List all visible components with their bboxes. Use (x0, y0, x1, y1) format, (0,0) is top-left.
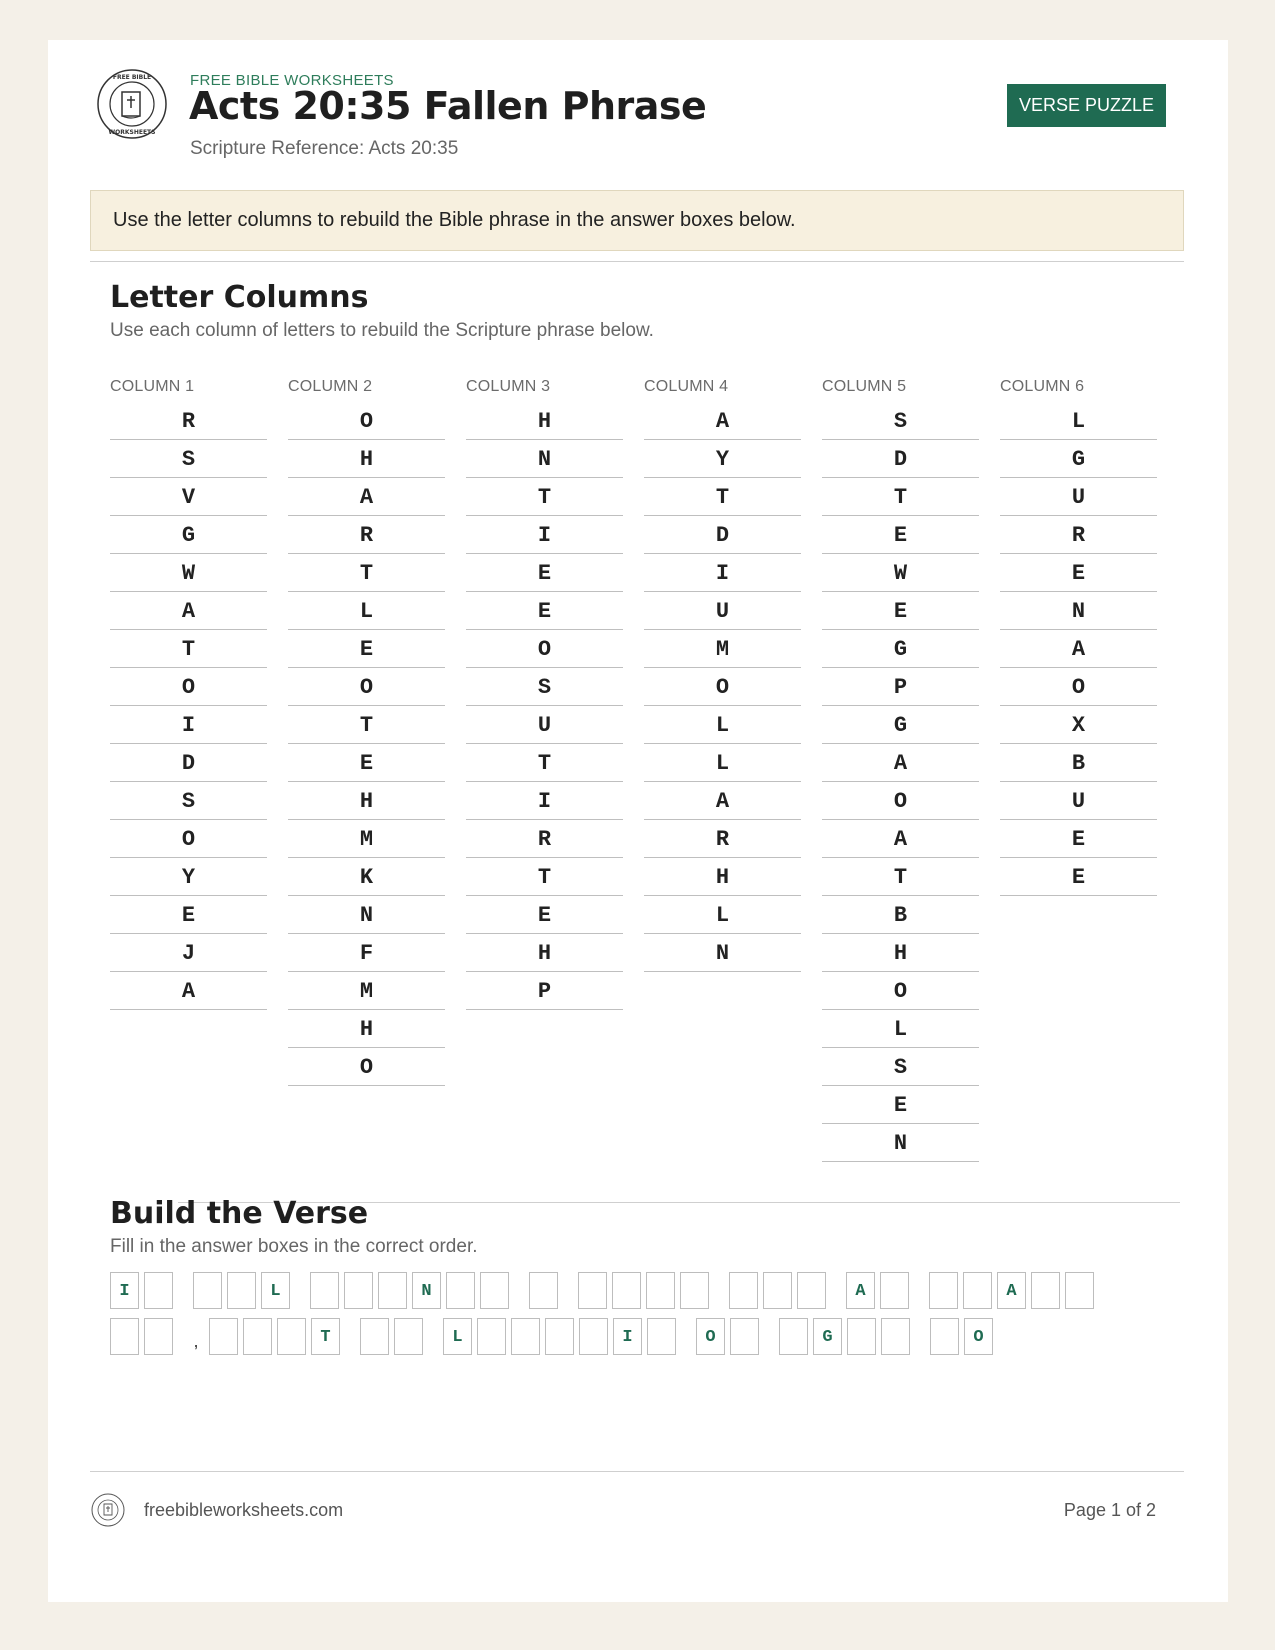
answer-box[interactable] (797, 1272, 826, 1309)
letter-cell: G (110, 516, 267, 554)
page-title: Acts 20:35 Fallen Phrase (189, 84, 707, 128)
letter-cell: X (1000, 706, 1157, 744)
letter-column (822, 376, 979, 1162)
answer-box[interactable] (963, 1272, 992, 1309)
letter-cell: Y (644, 440, 801, 478)
letter-cell: T (466, 858, 623, 896)
letter-cell: M (288, 820, 445, 858)
letter-cell: I (466, 516, 623, 554)
answer-box[interactable] (612, 1272, 641, 1309)
letter-cell: E (822, 516, 979, 554)
answer-box-hint[interactable]: I (110, 1272, 139, 1309)
answer-box[interactable] (480, 1272, 509, 1309)
letter-cell: I (110, 706, 267, 744)
footer-logo-icon (90, 1492, 126, 1528)
letter-cell: E (1000, 858, 1157, 896)
letter-cell: M (644, 630, 801, 668)
answer-box[interactable] (680, 1272, 709, 1309)
letter-cell: E (288, 630, 445, 668)
letter-cell: O (822, 782, 979, 820)
page-number: Page 1 of 2 (1063, 1500, 1156, 1520)
footer-site: freebibleworksheets.com (144, 1500, 344, 1520)
answer-box[interactable] (144, 1272, 173, 1309)
letter-cell: T (822, 478, 979, 516)
letter-columns-title: Letter Columns (110, 280, 369, 315)
letter-cell: G (822, 630, 979, 668)
letter-cell: W (110, 554, 267, 592)
letter-cell: T (822, 858, 979, 896)
letter-cell: T (644, 478, 801, 516)
letter-cell: N (1000, 592, 1157, 630)
answer-box-hint[interactable]: I (613, 1318, 642, 1355)
answer-box[interactable] (779, 1318, 808, 1355)
letter-cell: T (466, 744, 623, 782)
letter-cell: A (110, 592, 267, 630)
answer-box-hint[interactable]: L (443, 1318, 472, 1355)
column-label: COLUMN 2 (288, 378, 373, 395)
section-divider (90, 261, 1184, 262)
letter-cell: O (1000, 668, 1157, 706)
letter-cell: H (288, 782, 445, 820)
worksheet-page (48, 40, 1228, 1602)
verse-puzzle-badge: VERSE PUZZLE (1007, 84, 1166, 127)
letter-column (466, 376, 623, 1010)
answer-box[interactable] (1031, 1272, 1060, 1309)
letter-cell: H (466, 402, 623, 440)
letter-cell: P (466, 972, 623, 1010)
letter-cell: O (288, 1048, 445, 1086)
letter-cell: O (288, 402, 445, 440)
answer-box[interactable] (227, 1272, 256, 1309)
letter-cell: H (644, 858, 801, 896)
answer-box-hint[interactable]: O (696, 1318, 725, 1355)
letter-cell: R (110, 402, 267, 440)
answer-box[interactable] (847, 1318, 876, 1355)
letter-cell: W (822, 554, 979, 592)
letter-cell: E (288, 744, 445, 782)
letter-cell: B (1000, 744, 1157, 782)
letter-cell: T (466, 478, 623, 516)
answer-box-hint[interactable]: O (964, 1318, 993, 1355)
answer-box-hint[interactable]: G (813, 1318, 842, 1355)
letter-cell: E (110, 896, 267, 934)
letter-cell: L (644, 896, 801, 934)
letter-cell: N (288, 896, 445, 934)
letter-cell: H (466, 934, 623, 972)
letter-cell: J (110, 934, 267, 972)
letter-cell: S (822, 1048, 979, 1086)
answer-box[interactable] (446, 1272, 475, 1309)
letter-cell: N (466, 440, 623, 478)
letter-cell: R (644, 820, 801, 858)
answer-box[interactable] (647, 1318, 676, 1355)
letter-column (644, 376, 801, 972)
answer-box[interactable] (193, 1272, 222, 1309)
bible-logo-icon (96, 68, 168, 140)
column-label: COLUMN 6 (1000, 378, 1085, 395)
answer-box[interactable] (730, 1318, 759, 1355)
letter-cell: A (1000, 630, 1157, 668)
letter-cell: R (1000, 516, 1157, 554)
answer-box[interactable] (344, 1272, 373, 1309)
svg-text:FREE BIBLE: FREE BIBLE (112, 74, 152, 81)
letter-cell: T (288, 554, 445, 592)
letter-cell: E (822, 592, 979, 630)
answer-box[interactable] (929, 1272, 958, 1309)
letter-cell: D (110, 744, 267, 782)
letter-cell: I (644, 554, 801, 592)
letter-cell: O (644, 668, 801, 706)
letter-cell: N (644, 934, 801, 972)
letter-cell: L (644, 744, 801, 782)
answer-box[interactable] (579, 1318, 608, 1355)
letter-cell: E (1000, 554, 1157, 592)
letter-cell: E (466, 896, 623, 934)
answer-box-hint[interactable]: T (311, 1318, 340, 1355)
letter-column (1000, 376, 1157, 896)
scripture-reference: Scripture Reference: Acts 20:35 (190, 138, 459, 159)
letter-cell: O (822, 972, 979, 1010)
answer-box[interactable] (360, 1318, 389, 1355)
answer-box[interactable] (1065, 1272, 1094, 1309)
answer-box[interactable] (729, 1272, 758, 1309)
letter-cell: L (1000, 402, 1157, 440)
answer-box[interactable] (394, 1318, 423, 1355)
letter-columns-subtitle: Use each column of letters to rebuild the Scripture phrase below. (110, 320, 654, 341)
svg-text:WORKSHEETS: WORKSHEETS (108, 129, 156, 136)
letter-cell: G (1000, 440, 1157, 478)
letter-cell: P (822, 668, 979, 706)
answer-box-hint[interactable]: A (846, 1272, 875, 1309)
answer-box-hint[interactable]: L (261, 1272, 290, 1309)
answer-box[interactable] (144, 1318, 173, 1355)
letter-cell: U (1000, 478, 1157, 516)
footer-divider (90, 1471, 1184, 1472)
letter-cell: A (110, 972, 267, 1010)
letter-cell: I (466, 782, 623, 820)
build-verse-title: Build the Verse (110, 1196, 369, 1231)
letter-cell: Y (110, 858, 267, 896)
letter-cell: U (466, 706, 623, 744)
letter-cell: T (110, 630, 267, 668)
letter-cell: S (110, 782, 267, 820)
answer-row (110, 1318, 1170, 1358)
answer-box[interactable] (880, 1272, 909, 1309)
build-verse-subtitle: Fill in the answer boxes in the correct order. (110, 1236, 478, 1257)
letter-cell: H (288, 1010, 445, 1048)
letter-cell: V (110, 478, 267, 516)
answer-box[interactable] (646, 1272, 675, 1309)
letter-cell: S (466, 668, 623, 706)
answer-box[interactable] (511, 1318, 540, 1355)
letter-cell: A (822, 820, 979, 858)
answer-box-hint[interactable]: A (997, 1272, 1026, 1309)
answer-box[interactable] (110, 1318, 139, 1355)
answer-box[interactable] (243, 1318, 272, 1355)
letter-cell: A (644, 402, 801, 440)
letter-cell: H (822, 934, 979, 972)
letter-cell: L (644, 706, 801, 744)
letter-cell: E (1000, 820, 1157, 858)
letter-cell: M (288, 972, 445, 1010)
letter-cell: A (822, 744, 979, 782)
answer-box-hint[interactable]: N (412, 1272, 441, 1309)
letter-cell: L (822, 1010, 979, 1048)
letter-cell: O (466, 630, 623, 668)
answer-box[interactable] (545, 1318, 574, 1355)
letter-cell: A (288, 478, 445, 516)
letter-cell: E (466, 592, 623, 630)
letter-cell: L (288, 592, 445, 630)
letter-cell: N (822, 1124, 979, 1162)
answer-box[interactable] (378, 1272, 407, 1309)
answer-box[interactable] (529, 1272, 558, 1309)
answer-box[interactable] (881, 1318, 910, 1355)
letter-cell: O (110, 668, 267, 706)
punctuation-mark: , (193, 1331, 199, 1351)
column-label: COLUMN 4 (644, 378, 729, 395)
letter-cell: G (822, 706, 979, 744)
answer-row (110, 1272, 1170, 1312)
answer-box[interactable] (310, 1272, 339, 1309)
letter-cell: F (288, 934, 445, 972)
letter-cell: H (288, 440, 445, 478)
answer-box[interactable] (578, 1272, 607, 1309)
letter-cell: D (644, 516, 801, 554)
answer-box[interactable] (763, 1272, 792, 1309)
instructions-banner: Use the letter columns to rebuild the Bible phrase in the answer boxes below. (90, 190, 1184, 251)
letter-cell: E (466, 554, 623, 592)
letter-cell: R (466, 820, 623, 858)
column-label: COLUMN 5 (822, 378, 907, 395)
letter-cell: D (822, 440, 979, 478)
letter-cell: S (110, 440, 267, 478)
brand-name: FREE BIBLE WORKSHEETS (190, 72, 394, 89)
letter-cell: B (822, 896, 979, 934)
column-label: COLUMN 3 (466, 378, 551, 395)
letter-cell: K (288, 858, 445, 896)
letter-cell: O (288, 668, 445, 706)
letter-cell: S (822, 402, 979, 440)
answer-box[interactable] (930, 1318, 959, 1355)
letter-cell: U (1000, 782, 1157, 820)
letter-cell: U (644, 592, 801, 630)
letter-column (288, 376, 445, 1086)
answer-box[interactable] (477, 1318, 506, 1355)
letter-cell: R (288, 516, 445, 554)
letter-cell: E (822, 1086, 979, 1124)
letter-column (110, 376, 267, 1010)
letter-cell: T (288, 706, 445, 744)
column-label: COLUMN 1 (110, 378, 195, 395)
letter-cell: O (110, 820, 267, 858)
answer-box[interactable] (277, 1318, 306, 1355)
letter-cell: A (644, 782, 801, 820)
answer-box[interactable] (209, 1318, 238, 1355)
